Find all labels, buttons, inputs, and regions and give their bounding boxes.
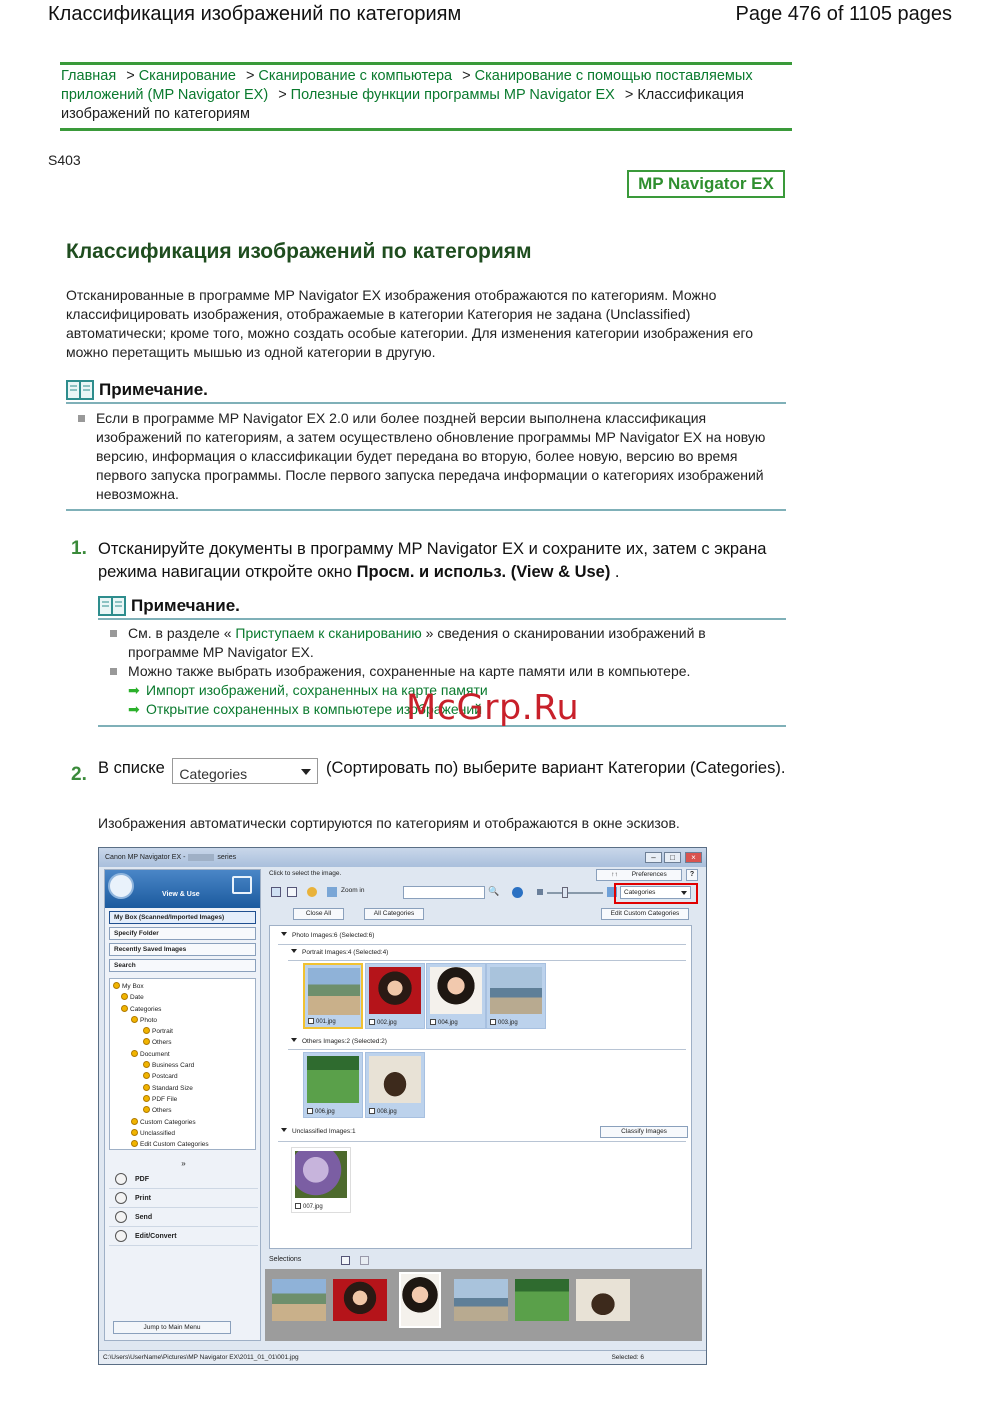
expand-chevron-icon[interactable]: » xyxy=(181,1159,186,1168)
photo-thumbnail xyxy=(295,1151,347,1198)
page-code: S403 xyxy=(48,152,81,168)
folder-icon xyxy=(131,1050,138,1057)
search-icon[interactable]: 🔍 xyxy=(488,886,500,896)
dropdown-arrow-icon xyxy=(301,769,311,775)
group-header-portrait[interactable]: Portrait Images:4 (Selected:4) xyxy=(291,949,388,956)
close-icon[interactable]: × xyxy=(685,852,702,863)
tree-item-date[interactable]: Date xyxy=(113,992,255,1003)
collapse-triangle-icon xyxy=(291,1038,297,1042)
select-checkbox[interactable] xyxy=(369,1019,375,1025)
breadcrumb-link-home[interactable]: Главная xyxy=(61,68,117,84)
sort-by-combo[interactable]: Categories xyxy=(172,758,318,784)
jump-to-main-menu-button[interactable]: Jump to Main Menu xyxy=(113,1321,231,1334)
view-use-banner: View & Use xyxy=(105,870,260,908)
selection-grid-icon[interactable] xyxy=(341,1256,350,1265)
collapse-triangle-icon xyxy=(291,949,297,953)
refresh-icon[interactable] xyxy=(512,887,523,898)
status-path: C:\Users\UserName\Pictures\MP Navigator EX\2011_01_01\001.jpg xyxy=(103,1354,299,1361)
photo-thumbnail xyxy=(430,967,482,1014)
edit-icon xyxy=(131,1140,138,1147)
hint-text: Click to select the image. xyxy=(269,870,342,877)
note-title: Примечание. xyxy=(131,596,240,615)
small-thumb-icon xyxy=(537,889,543,895)
folder-icon xyxy=(143,1095,150,1102)
breadcrumb-current: Классификация изображений по категориям xyxy=(61,87,744,122)
step-number-1: 1. xyxy=(71,538,87,559)
photo-thumbnail xyxy=(307,1056,359,1103)
maximize-icon[interactable]: □ xyxy=(664,852,681,863)
zoom-in-label[interactable]: Zoom in xyxy=(341,887,365,894)
bullet-icon xyxy=(110,668,117,675)
selected-thumbnail[interactable] xyxy=(576,1279,630,1321)
folder-icon xyxy=(143,1038,150,1045)
folder-icon xyxy=(131,1016,138,1023)
selected-thumbnail[interactable] xyxy=(272,1279,326,1321)
folder-icon xyxy=(113,982,120,989)
book-icon xyxy=(66,380,94,400)
select-checkbox[interactable] xyxy=(490,1019,496,1025)
tree-item-portrait[interactable]: Portrait xyxy=(113,1026,255,1037)
page-title: Классификация изображений по категориям xyxy=(66,240,532,263)
tree-item-my-box[interactable]: My Box xyxy=(113,981,255,992)
status-selected: Selected: 6 xyxy=(611,1354,644,1361)
zoom-slider-track[interactable] xyxy=(547,892,603,894)
select-checkbox[interactable] xyxy=(430,1019,436,1025)
breadcrumb-link-mp-navigator[interactable]: Сканирование с помощью поставляемых приложений (MP Navigator EX) xyxy=(61,68,753,103)
sort-by-select[interactable]: Categories xyxy=(620,886,691,899)
folder-icon xyxy=(131,1129,138,1136)
search-input[interactable] xyxy=(403,886,485,899)
arrow-right-icon: ➡ xyxy=(128,682,140,698)
tree-item-business-card[interactable]: Business Card xyxy=(113,1060,255,1071)
bullet-icon xyxy=(78,415,85,422)
note-box-1 xyxy=(66,380,786,511)
select-checkbox[interactable] xyxy=(307,1108,313,1114)
breadcrumb-link-scan-from-pc[interactable]: Сканирование с компьютера xyxy=(258,68,453,84)
print-icon xyxy=(115,1192,127,1204)
thumbnail-pane xyxy=(265,869,702,1341)
thumbnail-003[interactable]: 003.jpg xyxy=(486,963,546,1029)
app-window-screenshot xyxy=(98,847,707,1365)
group-header-unclassified[interactable]: Unclassified Images:1 xyxy=(281,1128,356,1135)
group-header-photo[interactable]: Photo Images:6 (Selected:6) xyxy=(281,932,374,939)
tree-item-photo-others[interactable]: Others xyxy=(113,1037,255,1048)
rotate-icon[interactable] xyxy=(307,887,317,897)
help-button[interactable]: ? xyxy=(686,869,698,881)
breadcrumb-link-useful-functions[interactable]: Полезные функции программы MP Navigator EX xyxy=(290,87,615,103)
note-title: Примечание. xyxy=(99,380,208,399)
photo-thumbnail xyxy=(490,967,542,1014)
tree-item-pdf-file[interactable]: PDF File xyxy=(113,1094,255,1105)
selected-images-strip xyxy=(265,1269,702,1341)
redacted-model-block xyxy=(188,854,214,861)
edit-custom-categories-button[interactable]: Edit Custom Categories xyxy=(601,908,689,920)
folder-icon xyxy=(143,1072,150,1079)
tree-item-document-others[interactable]: Others xyxy=(113,1105,255,1116)
folder-icon xyxy=(143,1027,150,1034)
folder-icon xyxy=(143,1061,150,1068)
selection-clear-icon[interactable] xyxy=(360,1256,369,1265)
breadcrumb-top-rule xyxy=(60,62,792,65)
thumbnail-view-icon[interactable] xyxy=(271,887,281,897)
thumbnail-002[interactable]: 002.jpg xyxy=(365,963,425,1029)
note-divider xyxy=(66,509,786,511)
breadcrumb: Главная > Сканирование > Сканирование с компьютера > Сканирование с помощью поставляемых приложений (MP Navigator EX) > Полезные функции программы MP Navigator EX > Классификация изображений по категориям xyxy=(61,68,753,122)
group-divider xyxy=(278,944,686,945)
selections-bar: Selections xyxy=(265,1253,702,1267)
select-checkbox[interactable] xyxy=(369,1108,375,1114)
link-import-memory-card[interactable]: ➡ Импорт изображений, сохраненных на карте памяти xyxy=(128,682,488,698)
thumbnail-001[interactable]: 001.jpg xyxy=(303,963,363,1029)
thumbnail-006[interactable]: 006.jpg xyxy=(303,1052,363,1118)
folder-icon xyxy=(121,1005,128,1012)
note-item: Если в программе MP Navigator EX 2.0 или более поздней версии выполнена классификация изображений по категориям, а затем осуществлено обновление программы MP Navigator EX на новую версию, информация о классификации будет передана во вторую, более новую, версию во время первого запуска программы. После первого запуска передача информации о категориях изображений невозможна. xyxy=(66,409,766,504)
left-navigation-pane xyxy=(104,869,261,1341)
classify-images-button[interactable]: Classify Images xyxy=(600,1126,688,1138)
tree-item-edit-custom[interactable]: Edit Custom Categories xyxy=(113,1139,255,1150)
group-divider xyxy=(288,960,686,961)
send-icon xyxy=(115,1211,127,1223)
select-checkbox[interactable] xyxy=(295,1203,301,1209)
minimize-icon[interactable]: – xyxy=(645,852,662,863)
step-2-text: В списке Categories (Сортировать по) выберите вариант Категории (Categories). xyxy=(98,759,786,782)
tree-item-custom-categories[interactable]: Custom Categories xyxy=(113,1117,255,1128)
group-header-others[interactable]: Others Images:2 (Selected:2) xyxy=(291,1038,387,1045)
preferences-button[interactable]: ↑↑ Preferences xyxy=(596,869,682,881)
specify-folder-button[interactable]: Specify Folder xyxy=(109,927,256,940)
close-all-button[interactable]: Close All xyxy=(293,908,344,920)
tree-item-photo[interactable]: Photo xyxy=(113,1015,255,1026)
note-divider xyxy=(66,402,786,404)
arrow-right-icon: ➡ xyxy=(128,701,140,717)
collapse-triangle-icon xyxy=(281,932,287,936)
bullet-icon xyxy=(110,630,117,637)
tree-item-document[interactable]: Document xyxy=(113,1049,255,1060)
group-divider xyxy=(278,1141,686,1142)
note-divider xyxy=(98,618,786,620)
link-open-saved-images[interactable]: ➡ Открытие сохраненных в компьютере изображений xyxy=(128,701,483,717)
monitor-icon xyxy=(232,876,252,894)
breadcrumb-bottom-rule xyxy=(60,128,792,131)
photo-thumbnail xyxy=(369,967,421,1014)
tree-item-categories[interactable]: Categories xyxy=(113,1004,255,1015)
selected-thumbnail[interactable] xyxy=(515,1279,569,1321)
tree-item-postcard[interactable]: Postcard xyxy=(113,1071,255,1082)
thumbnail-008[interactable]: 008.jpg xyxy=(365,1052,425,1118)
zoom-image-icon[interactable] xyxy=(327,887,337,897)
watermark-text: McGrp.Ru xyxy=(406,688,580,728)
intro-paragraph: Отсканированные в программе MP Navigator EX изображения отображаются по категориям. Можно классифицировать изображения, отображаемые в категории Категория не задана (Unclassified) автоматически; кроме того, можно создать особые категории. Для изменения категории изображения его можно перетащить мышью из одной категории в другую. xyxy=(66,287,754,360)
selected-thumbnail[interactable] xyxy=(454,1279,508,1321)
zoom-slider-thumb[interactable] xyxy=(562,887,568,898)
page-header-title: Классификация изображений по категориям xyxy=(48,3,462,25)
book-icon xyxy=(98,596,126,616)
category-thumbnail-panel xyxy=(269,925,692,1249)
all-categories-button[interactable]: All Categories xyxy=(364,908,424,920)
status-bar xyxy=(99,1350,706,1364)
product-logo: MP Navigator EX xyxy=(627,170,785,198)
grid-view-icon[interactable] xyxy=(287,887,297,897)
search-button[interactable]: Search xyxy=(109,959,256,972)
photo-thumbnail xyxy=(308,968,360,1015)
step-1-text: Отсканируйте документы в программу MP Navigator EX и сохраните их, затем с экрана режима навигации откройте окно Просм. и использ. (View & Use) . xyxy=(98,540,767,581)
select-checkbox[interactable] xyxy=(308,1018,314,1024)
folder-icon xyxy=(143,1084,150,1091)
link-getting-started[interactable]: Приступаем к сканированию xyxy=(235,625,422,641)
dropdown-arrow-icon xyxy=(681,891,687,895)
tree-item-standard-size[interactable]: Standard Size xyxy=(113,1083,255,1094)
page-counter: Page 476 of 1105 pages xyxy=(735,3,952,25)
category-tree xyxy=(109,978,256,1150)
step-2-description: Изображения автоматически сортируются по категориям и отображаются в окне эскизов. xyxy=(98,815,680,831)
window-titlebar: Canon MP Navigator EX - series – □ × xyxy=(99,848,706,867)
navigation-arrow-icon[interactable] xyxy=(108,873,134,899)
thumbnail-007[interactable]: 007.jpg xyxy=(291,1147,351,1213)
selected-thumbnail[interactable] xyxy=(399,1272,441,1328)
folder-icon xyxy=(143,1106,150,1113)
action-print[interactable]: Print xyxy=(109,1189,258,1208)
action-edit-convert[interactable]: Edit/Convert xyxy=(109,1227,258,1246)
step-number-2: 2. xyxy=(71,764,87,785)
note-item: Можно также выбрать изображения, сохраненные на карте памяти или в компьютере. ➡ Импорт изображений, сохраненных на карте памяти ➡ Открытие сохраненных в компьютере изображений xyxy=(98,662,768,719)
note-item: См. в разделе « Приступаем к сканированию » сведения о сканировании изображений в программе MP Navigator EX. xyxy=(98,624,768,662)
group-divider xyxy=(288,1049,686,1050)
breadcrumb-link-scanning[interactable]: Сканирование xyxy=(138,68,236,84)
folder-icon xyxy=(131,1118,138,1125)
collapse-triangle-icon xyxy=(281,1128,287,1132)
edit-convert-icon xyxy=(115,1230,127,1242)
sort-order-icon: ↑↑ xyxy=(611,871,618,878)
action-list xyxy=(105,1159,262,1246)
thumbnail-004[interactable]: 004.jpg xyxy=(426,963,486,1029)
tree-item-unclassified[interactable]: Unclassified xyxy=(113,1128,255,1139)
action-pdf[interactable]: PDF xyxy=(109,1170,258,1189)
view-use-label: Просм. и использ. (View & Use) xyxy=(356,563,611,581)
selected-thumbnail[interactable] xyxy=(333,1279,387,1321)
folder-icon xyxy=(121,993,128,1000)
photo-thumbnail xyxy=(369,1056,421,1103)
pdf-icon xyxy=(115,1173,127,1185)
action-send[interactable]: Send xyxy=(109,1208,258,1227)
recently-saved-button[interactable]: Recently Saved Images xyxy=(109,943,256,956)
my-box-button[interactable]: My Box (Scanned/Imported Images) xyxy=(109,911,256,924)
